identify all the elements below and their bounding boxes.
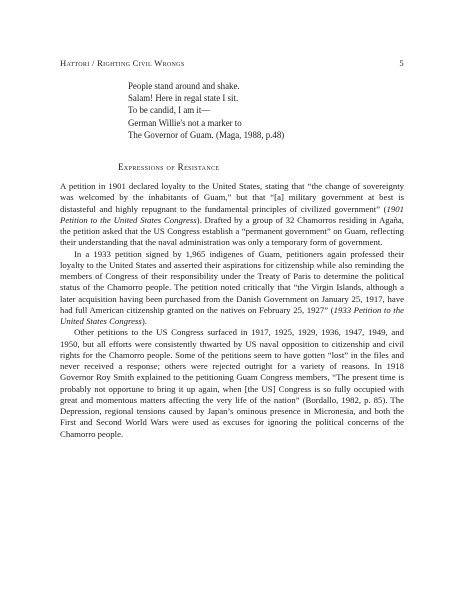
page-number: 5 bbox=[399, 58, 404, 68]
section-heading: Expressions of Resistance bbox=[118, 162, 220, 172]
poem-line: People stand around and shake. bbox=[128, 81, 240, 91]
paragraph-text: A petition in 1901 declared loyalty to the United States, stating that “the change of sovereignty was welcomed by the inhabitants of Guam,” but that “[a] military government at best is distasteful and highly repugnant to the fundamental principles of civilized government” ( bbox=[60, 181, 404, 214]
paragraph-text: ). bbox=[141, 316, 147, 326]
poem-line: The Governor of Guam. (Maga, 1988, p.48) bbox=[128, 129, 285, 140]
paragraph-text: ). Drafted by a group of 32 Chamorros residing in Agaña, the petition asked that the US Congress establish a “permanent government” on Guam, reflecting their understanding that the naval administration was only a temporary form of government. bbox=[60, 214, 404, 248]
poem-line: German Willie's not a marker to bbox=[128, 117, 242, 128]
paragraph-2 bbox=[60, 249, 404, 328]
poem-line: To be candid, I am it— bbox=[128, 105, 211, 116]
paragraph-1 bbox=[60, 181, 404, 249]
citation: 1901 Petition to the United States Congress bbox=[60, 203, 404, 225]
paragraph-3: Other petitions to the US Congress surfaced in 1917, 1925, 1929, 1936, 1947, 1949, and 1950, but all efforts were consistently thwarted by US naval opposition to citizenship and civil rights for the Chamorro people. Some of the petitions seem to have gotten “lost” in the files and never received a response; others were rejected outright for a variety of reasons. In 1918 Governor Roy Smith explained to the petitioning Guam Congress members, “The present time is probably not opportune to bring it up again, when [the US] Congress is so fully occupied with great and momentous matters affecting the very life of the nation” (Bordallo, 1982, p. 85). The Depression, regional tensions caused by Japan’s ominous presence in Micronesia, and both the First and Second World Wars were used as excuses for ignoring the political concerns of the Chamorro people. bbox=[60, 327, 404, 439]
poem-excerpt bbox=[128, 80, 284, 141]
running-title: Hattori / Righting Civil Wrongs bbox=[60, 58, 185, 68]
paragraph-text: In a 1933 petition signed by 1,965 indigenes of Guam, petitioners again professed their loyalty to the United States and asserted their aspirations for citizenship while also reminding the members of Congress of their responsibility under the Treaty of Paris to determine the political status of the Chamorro people. The petition noted critically that “the Virgin Islands, although a later acquisition having been purchased from the Danish Government on January 25, 1917, have had full American citizenship granted on the natives on February 25, 1927” ( bbox=[60, 248, 404, 315]
poem-line: Salam! Here in regal state I sit. bbox=[128, 93, 239, 104]
body-text bbox=[60, 181, 404, 440]
running-header bbox=[60, 58, 404, 68]
citation: 1933 Petition to the United States Congress bbox=[60, 304, 404, 326]
